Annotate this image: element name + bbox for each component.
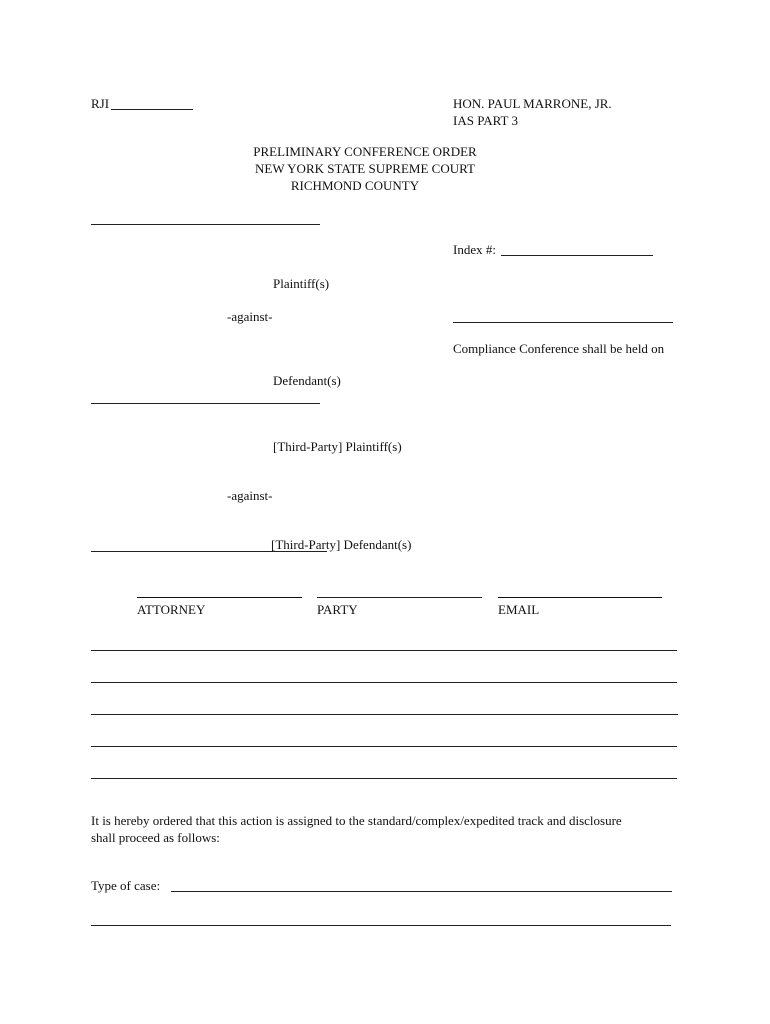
party-column-header: PARTY	[317, 602, 358, 617]
index-label: Index #:	[453, 242, 496, 257]
caption-middle-rule	[91, 403, 320, 404]
counsel-entry-line[interactable]	[91, 746, 677, 747]
compliance-date-field[interactable]	[453, 322, 673, 323]
email-column-rule	[498, 597, 662, 598]
order-text-line-2: shall proceed as follows:	[91, 830, 220, 845]
email-column-header: EMAIL	[498, 602, 540, 617]
against-label-2: -against-	[227, 488, 273, 503]
compliance-conference-text: Compliance Conference shall be held on	[453, 341, 665, 356]
document-title: PRELIMINARY CONFERENCE ORDER	[253, 144, 477, 159]
counsel-entry-line[interactable]	[91, 778, 677, 779]
rji-label: RJI	[91, 96, 110, 111]
third-party-defendants-label: [Third-Party] Defendant(s)	[271, 537, 412, 552]
index-number-field[interactable]	[501, 255, 653, 256]
caption-top-rule	[91, 224, 320, 225]
attorney-column-rule	[137, 597, 302, 598]
plaintiffs-label: Plaintiff(s)	[273, 276, 330, 291]
counsel-entry-line[interactable]	[91, 714, 678, 715]
order-text-line-1: It is hereby ordered that this action is assigned to the standard/complex/expedited track and disclosure	[91, 813, 622, 828]
third-party-plaintiffs-label: [Third-Party] Plaintiff(s)	[273, 439, 402, 454]
county-name: RICHMOND COUNTY	[290, 178, 420, 193]
defendants-label: Defendant(s)	[273, 373, 341, 388]
type-of-case-label: Type of case:	[91, 878, 161, 893]
judge-name: HON. PAUL MARRONE, JR.	[453, 96, 612, 111]
counsel-entry-line[interactable]	[91, 682, 677, 683]
counsel-entry-line[interactable]	[91, 650, 677, 651]
type-of-case-field[interactable]	[171, 891, 672, 892]
against-label: -against-	[227, 309, 273, 324]
party-column-rule	[317, 597, 482, 598]
attorney-column-header: ATTORNEY	[137, 602, 206, 617]
court-name: NEW YORK STATE SUPREME COURT	[255, 161, 475, 176]
rji-field[interactable]	[111, 109, 193, 110]
ias-part: IAS PART 3	[453, 113, 518, 128]
type-of-case-continuation-line[interactable]	[91, 925, 671, 926]
